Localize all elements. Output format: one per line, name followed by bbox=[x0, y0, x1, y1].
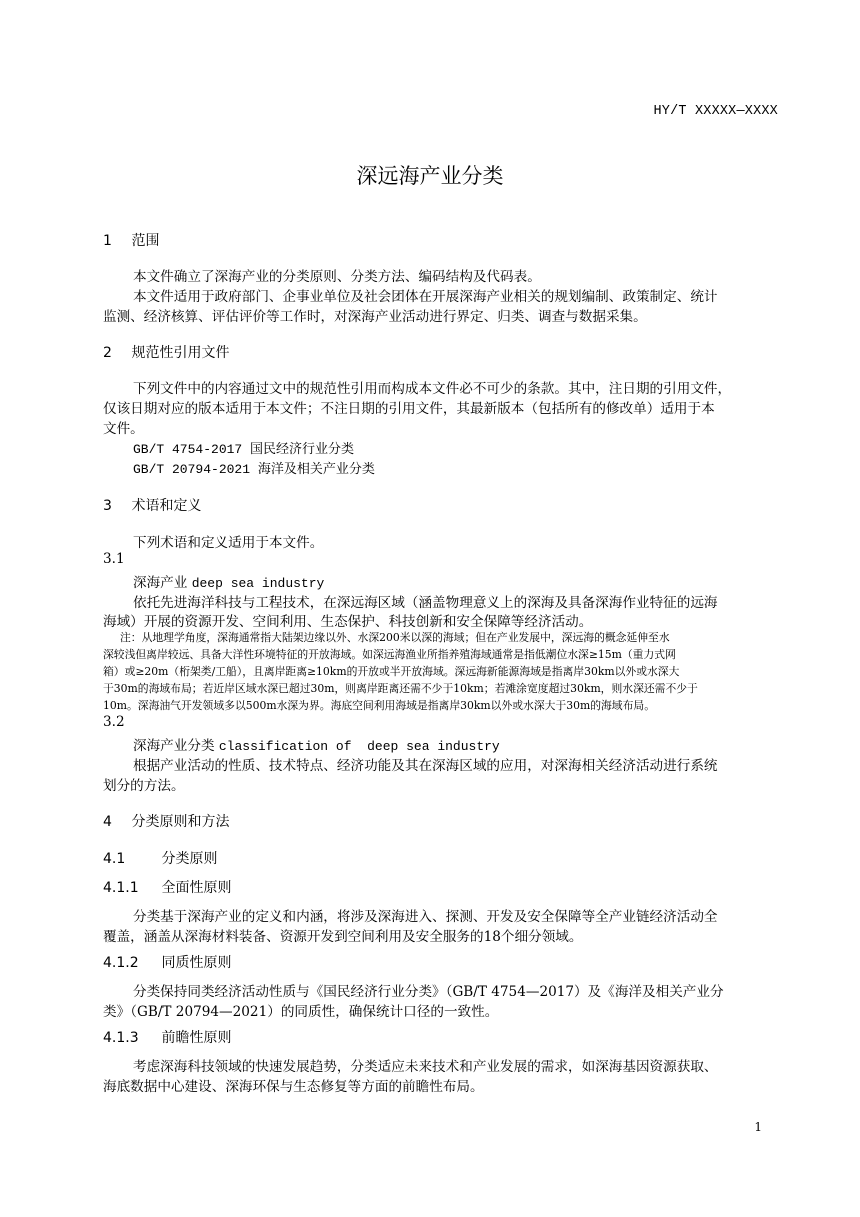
section-number: 4.1 bbox=[103, 851, 126, 867]
section-number: 1 bbox=[103, 233, 112, 249]
normative-reference: GB/T 4754-2017 国民经济行业分类 bbox=[133, 442, 355, 457]
section-title: 分类原则和方法 bbox=[131, 814, 230, 830]
normative-reference: GB/T 20794-2021 海洋及相关产业分类 bbox=[133, 462, 375, 477]
term-entry bbox=[133, 734, 500, 754]
term-number: 3.1 bbox=[103, 551, 125, 567]
subsection-4-1-1-heading bbox=[103, 877, 231, 897]
paragraph-line: 下列文件中的内容通过文中的规范性引用而构成本文件必不可少的条款。其中，注日期的引用文件， bbox=[133, 381, 732, 397]
subsection-4-1-2-heading bbox=[103, 952, 231, 972]
section-title: 范围 bbox=[131, 233, 160, 249]
note-line: 于30m的海域布局；若近岸区域水深已超过30m，则离岸距离还需不少于10km；若滩涂宽度超过30km，则水深还需不少于 bbox=[103, 682, 698, 695]
note-line: 箱）或≥20m（桁架类/工船），且离岸距离≥10km的开放或半开放海域。深远海新能源海域是指离岸30km以外或水深大 bbox=[103, 665, 680, 678]
note-line: 注：从地理学角度，深海通常指大陆架边缘以外、水深200米以深的海域；但在产业发展中，深远海的概念延伸至水 bbox=[120, 631, 670, 644]
paragraph-line: 海底数据中心建设、深海环保与生态修复等方面的前瞻性布局。 bbox=[103, 1079, 484, 1095]
term-number: 3.2 bbox=[103, 714, 125, 730]
section-title: 分类原则 bbox=[161, 851, 218, 867]
definition-line: 划分的方法。 bbox=[103, 778, 185, 794]
term-chinese: 深海产业 bbox=[133, 575, 188, 591]
note-line: 深较浅但离岸较远、具备大洋性环境特征的开放海域。如深远海渔业所指养殖海域通常是指低潮位水深≥15m（重力式网 bbox=[103, 648, 676, 661]
section-title: 规范性引用文件 bbox=[131, 345, 230, 361]
paragraph-line: 分类保持同类经济活动性质与《国民经济行业分类》（GB/T 4754—2017）及《海洋及相关产业分 bbox=[133, 984, 724, 1000]
term-entry bbox=[133, 571, 324, 591]
paragraph-line: 文件。 bbox=[103, 421, 144, 437]
section-3-heading bbox=[103, 495, 201, 515]
paragraph-line: 本文件确立了深海产业的分类原则、分类方法、编码结构及代码表。 bbox=[133, 269, 541, 285]
section-4-heading bbox=[103, 811, 229, 831]
term-english: classification of deep sea industry bbox=[218, 739, 500, 754]
section-number: 2 bbox=[103, 345, 112, 361]
paragraph-line: 仅该日期对应的版本适用于本文件；不注日期的引用文件，其最新版本（包括所有的修改单）适用于本 bbox=[103, 401, 715, 417]
section-title: 同质性原则 bbox=[161, 955, 232, 971]
section-1-heading bbox=[103, 230, 159, 250]
section-number: 4 bbox=[103, 814, 112, 830]
page-number: 1 bbox=[754, 1120, 762, 1134]
definition-line: 依托先进海洋科技与工程技术，在深远海区域（涵盖物理意义上的深海及具备深海作业特征的远海 bbox=[133, 595, 718, 611]
note-line: 10m。深海油气开发领域多以500m水深为界。海底空间利用海域是指离岸30km以外或水深大于30m的海域布局。 bbox=[103, 699, 655, 712]
paragraph-line: 本文件适用于政府部门、企事业单位及社会团体在开展深海产业相关的规划编制、政策制定、统计 bbox=[133, 289, 718, 305]
section-2-heading bbox=[103, 342, 229, 362]
paragraph-line: 分类基于深海产业的定义和内涵，将涉及深海进入、探测、开发及安全保障等全产业链经济活动全 bbox=[133, 909, 718, 925]
subsection-4-1-3-heading bbox=[103, 1027, 231, 1047]
section-number: 3 bbox=[103, 498, 112, 514]
definition-line: 根据产业活动的性质、技术特点、经济功能及其在深海区域的应用，对深海相关经济活动进行系统 bbox=[133, 758, 718, 774]
paragraph-line: 考虑深海科技领域的快速发展趋势，分类适应未来技术和产业发展的需求，如深海基因资源获取、 bbox=[133, 1059, 718, 1075]
section-number: 4.1.2 bbox=[103, 955, 139, 971]
paragraph-line: 监测、经济核算、评估评价等工作时，对深海产业活动进行界定、归类、调查与数据采集。 bbox=[103, 309, 647, 325]
document-title: 深远海产业分类 bbox=[356, 164, 504, 188]
subsection-4-1-heading bbox=[103, 848, 217, 868]
section-number: 4.1.1 bbox=[103, 880, 139, 896]
section-title: 前瞻性原则 bbox=[161, 1030, 232, 1046]
paragraph-line: 覆盖，涵盖从深海材料装备、资源开发到空间利用及安全服务的18个细分领域。 bbox=[103, 929, 583, 945]
paragraph-line: 类》（GB/T 20794—2021）的同质性，确保统计口径的一致性。 bbox=[103, 1004, 499, 1020]
paragraph-line: 下列术语和定义适用于本文件。 bbox=[133, 535, 324, 551]
term-chinese: 深海产业分类 bbox=[133, 738, 215, 754]
section-title: 全面性原则 bbox=[161, 880, 232, 896]
section-title: 术语和定义 bbox=[131, 498, 202, 514]
term-english: deep sea industry bbox=[191, 576, 325, 591]
definition-line: 海域）开展的资源开发、空间利用、生态保护、科技创新和安全保障等经济活动。 bbox=[103, 614, 593, 630]
standard-code: HY/T XXXXX—XXXX bbox=[653, 104, 778, 119]
section-number: 4.1.3 bbox=[103, 1030, 139, 1046]
